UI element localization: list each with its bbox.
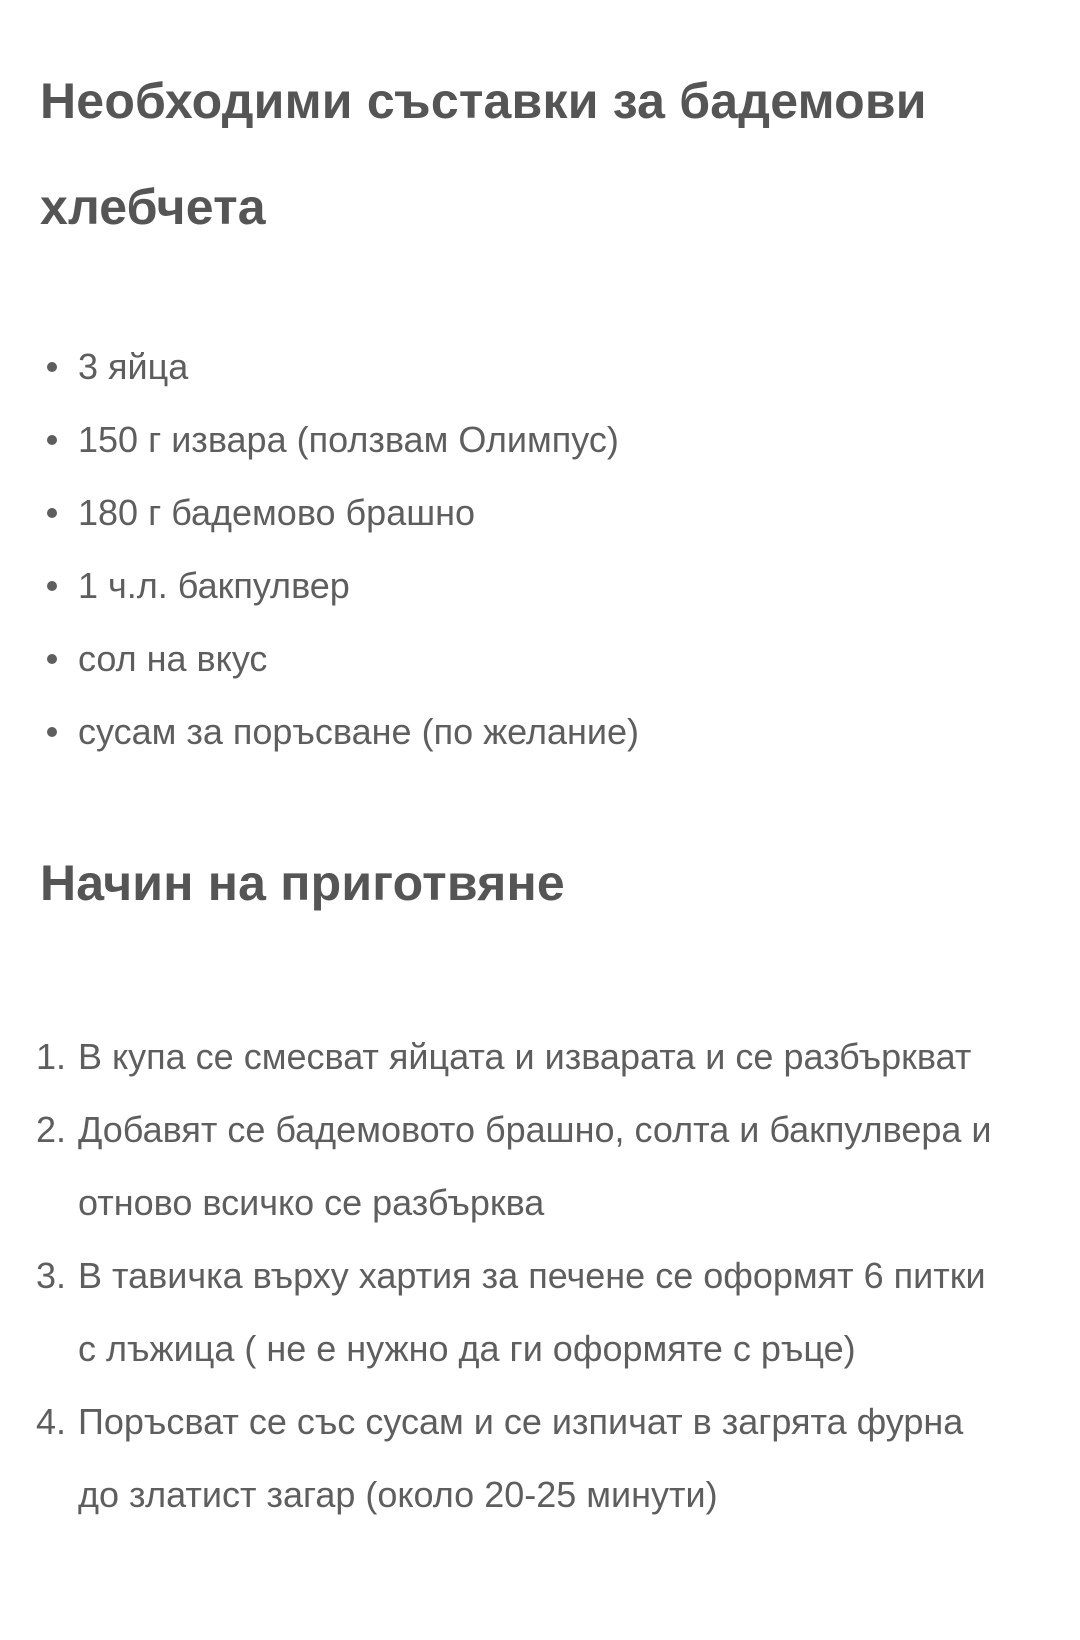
step-number: 4. <box>36 1401 67 1442</box>
ingredient-item <box>40 622 1040 695</box>
bullet-icon <box>47 581 57 591</box>
ingredient-text: 3 яйца <box>78 346 189 387</box>
ingredient-item <box>40 476 1040 549</box>
step-number: 3. <box>36 1255 67 1296</box>
step-item <box>36 1385 1000 1531</box>
ingredient-text: сусам за поръсване (по желание) <box>78 711 640 752</box>
ingredient-text: 180 г бадемово брашно <box>78 492 476 533</box>
ingredients-heading: Необходими съставки за бадемови хлебчета <box>40 73 927 235</box>
ingredient-item <box>40 330 1040 403</box>
ingredient-item <box>40 549 1040 622</box>
ingredient-text: 1 ч.л. бакпулвер <box>78 565 350 606</box>
step-text: В купа се смесват яйцата и изварата и се разбъркват <box>78 1036 972 1077</box>
step-number: 2. <box>36 1109 67 1150</box>
step-item <box>36 1093 1000 1239</box>
bullet-icon <box>47 508 57 518</box>
ingredients-list <box>40 330 1040 768</box>
ingredient-text: 150 г извара (ползвам Олимпус) <box>78 419 619 460</box>
step-text: В тавичка върху хартия за печене се оформят 6 питки с лъжица ( не е нужно да ги оформяте с ръце) <box>78 1255 986 1369</box>
ingredient-item <box>40 695 1040 768</box>
step-number: 1. <box>36 1036 67 1077</box>
ingredient-item <box>40 403 1040 476</box>
step-item <box>36 1239 1000 1385</box>
steps-list <box>36 1020 1000 1531</box>
bullet-icon <box>47 727 57 737</box>
step-text: Поръсват се със сусам и се изпичат в загрята фурна до златист загар (около 20-25 минути) <box>78 1401 964 1515</box>
step-text: Добавят се бадемовото брашно, солта и бакпулвера и отново всичко се разбърква <box>78 1109 992 1223</box>
bullet-icon <box>47 362 57 372</box>
method-heading: Начин на приготвяне <box>40 855 565 911</box>
step-item <box>36 1020 1000 1093</box>
bullet-icon <box>47 435 57 445</box>
ingredient-text: сол на вкус <box>78 638 268 679</box>
bullet-icon <box>47 654 57 664</box>
